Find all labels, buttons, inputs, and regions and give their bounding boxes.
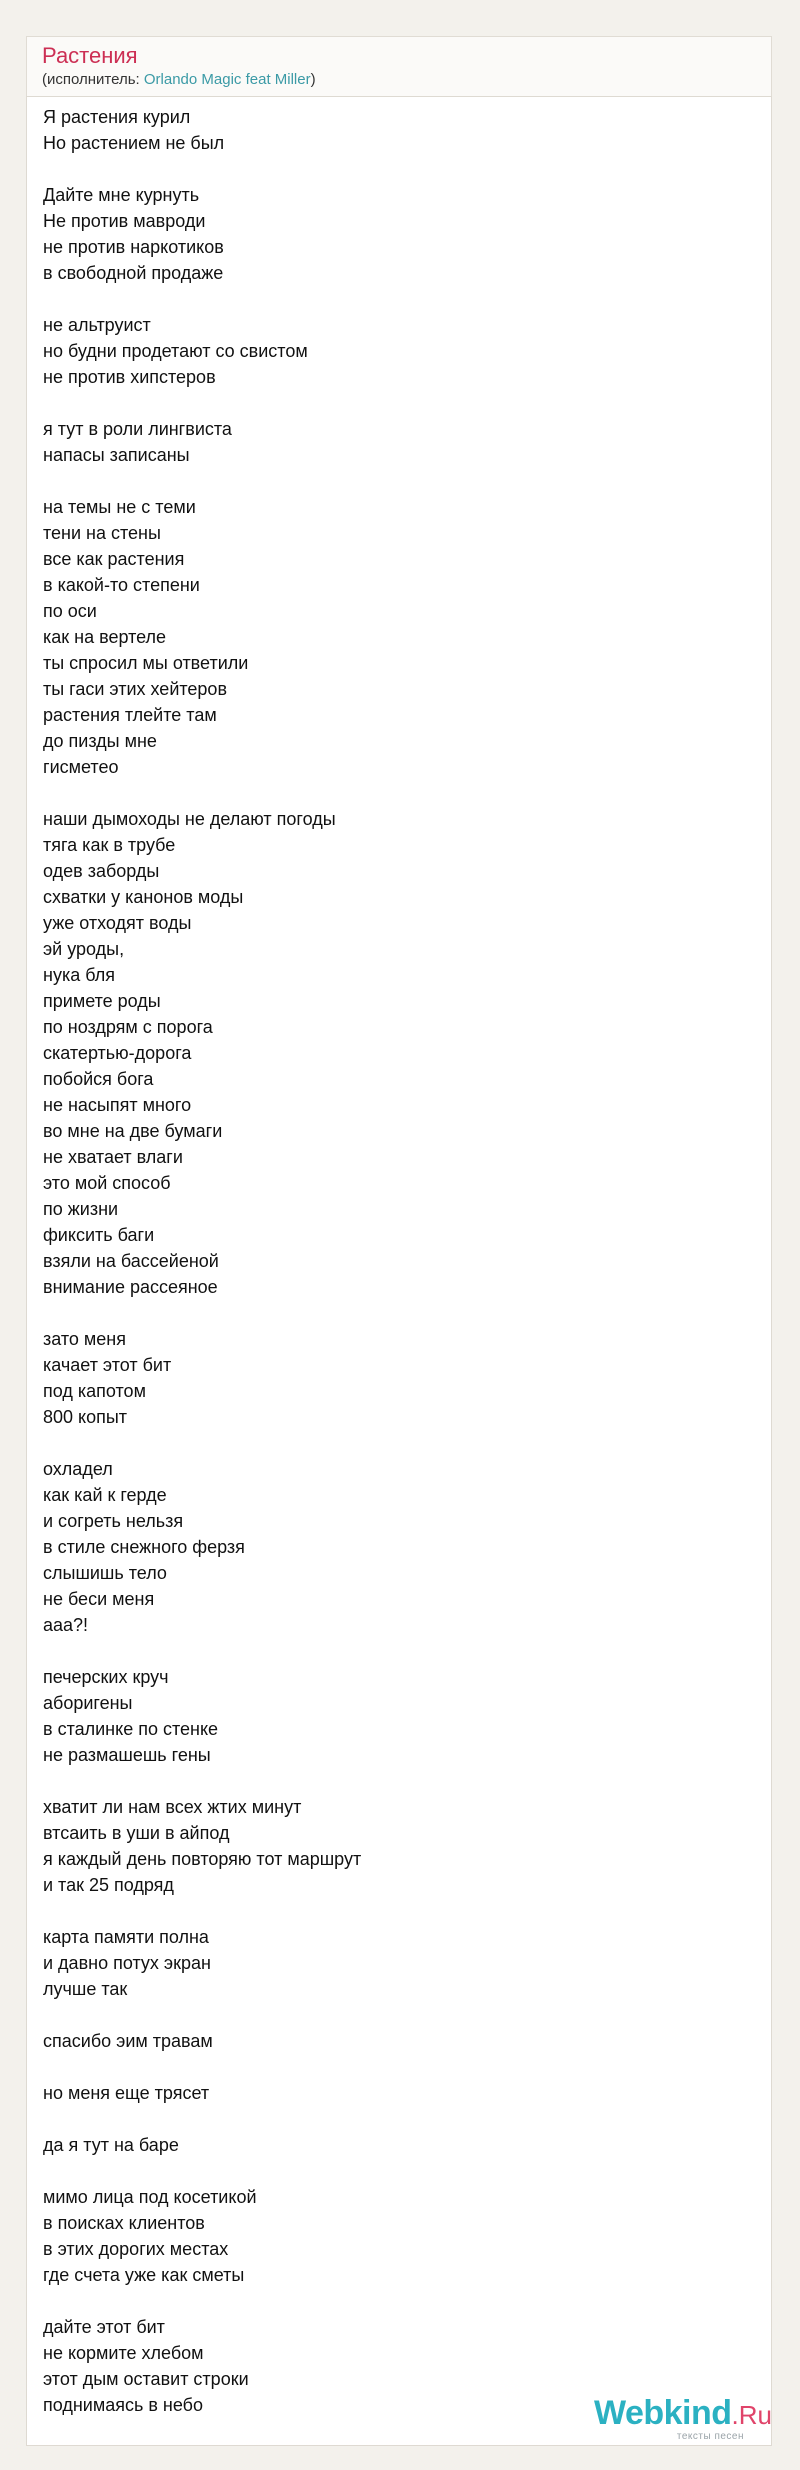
lyric-blank-line (43, 1638, 743, 1664)
lyric-line: я тут в роли лингвиста (43, 419, 232, 439)
lyric-line: печерских круч (43, 1667, 169, 1687)
lyric-line: растения тлейте там (43, 705, 217, 725)
lyric-line: гисметео (43, 757, 119, 777)
lyric-line: в сталинке по стенке (43, 1719, 219, 1739)
lyric-line: этот дым оставит строки (43, 2369, 249, 2389)
artist-suffix: ) (310, 71, 316, 88)
lyric-line: Я растения курил (43, 107, 191, 127)
lyric-blank-line (43, 468, 743, 494)
lyric-line: поднимаясь в небо (43, 2395, 204, 2415)
lyric-line: наши дымоходы не делают погоды (43, 809, 336, 829)
artist-line (42, 71, 762, 89)
lyric-blank-line (43, 2002, 743, 2028)
lyric-blank-line (43, 2288, 743, 2314)
lyric-line: зато меня (43, 1329, 126, 1349)
lyric-line: не размашешь гены (43, 1745, 211, 1765)
lyric-line: взяли на бассейеной (43, 1251, 219, 1271)
lyric-blank-line (43, 390, 743, 416)
logo-tagline: тексты песен (676, 2431, 744, 2442)
lyric-line: мимо лица под косетикой (43, 2187, 257, 2207)
lyric-line: как кай к герде (43, 1485, 167, 1505)
logo-tld-text: .Ru (731, 2400, 772, 2430)
song-header (42, 42, 762, 89)
lyric-line: не кормите хлебом (43, 2343, 204, 2363)
lyric-line: не против хипстеров (43, 367, 216, 387)
lyric-blank-line (43, 1898, 743, 1924)
lyric-line: по оси (43, 601, 97, 621)
lyric-line: схватки у канонов моды (43, 887, 244, 907)
lyric-blank-line (43, 2106, 743, 2132)
lyric-line: по жизни (43, 1199, 119, 1219)
lyric-line: но будни продетают со свистом (43, 341, 308, 361)
lyric-line: в стиле снежного ферзя (43, 1537, 245, 1557)
song-title: Растения (42, 43, 138, 68)
lyric-line: и согреть нельзя (43, 1511, 184, 1531)
lyric-line: не хватает влаги (43, 1147, 183, 1167)
lyric-line: не насыпят много (43, 1095, 192, 1115)
lyric-line: напасы записаны (43, 445, 190, 465)
lyric-line: тени на стены (43, 523, 161, 543)
lyric-blank-line (43, 2054, 743, 2080)
lyric-line: побойся бога (43, 1069, 154, 1089)
lyric-line: в какой-то степени (43, 575, 200, 595)
lyric-blank-line (43, 286, 743, 312)
lyric-line: нука бля (43, 965, 115, 985)
lyric-blank-line (43, 156, 743, 182)
lyric-line: одев заборды (43, 861, 160, 881)
lyric-line: ааа?! (43, 1615, 89, 1635)
lyric-line: в свободной продаже (43, 263, 224, 283)
lyric-line: 800 копыт (43, 1407, 128, 1427)
lyric-line: хватит ли нам всех жтих минут (43, 1797, 302, 1817)
lyric-line: ты спросил мы ответили (43, 653, 249, 673)
lyric-line: спасибо эим травам (43, 2031, 213, 2051)
lyric-line: дайте этот бит (43, 2317, 165, 2337)
lyric-line: лучше так (43, 1979, 128, 1999)
lyric-line: по ноздрям с порога (43, 1017, 213, 1037)
lyric-line: не альтруист (43, 315, 151, 335)
lyric-line: где счета уже как сметы (43, 2265, 245, 2285)
lyric-line: ты гаси этих хейтеров (43, 679, 228, 699)
lyric-blank-line (43, 1768, 743, 1794)
lyric-line: Дайте мне курнуть (43, 185, 200, 205)
lyric-line: качает этот бит (43, 1355, 172, 1375)
lyric-line: втсаить в уши в айпод (43, 1823, 230, 1843)
lyric-line: в этих дорогих местах (43, 2239, 229, 2259)
lyric-line: это мой способ (43, 1173, 171, 1193)
lyric-line: фиксить баги (43, 1225, 155, 1245)
lyric-line: как на вертеле (43, 627, 167, 647)
artist-link[interactable]: Orlando Magic feat Miller (143, 71, 311, 88)
lyric-line: примете роды (43, 991, 161, 1011)
lyric-blank-line (43, 2158, 743, 2184)
lyric-line: эй уроды, (43, 939, 125, 959)
logo-main-text: Webkind (593, 2394, 732, 2432)
site-logo[interactable] (572, 2396, 772, 2442)
lyric-line: скатертью-дорога (43, 1043, 192, 1063)
lyrics-text (43, 104, 743, 2418)
lyric-line: уже отходят воды (43, 913, 192, 933)
lyric-line: под капотом (43, 1381, 146, 1401)
lyric-blank-line (43, 780, 743, 806)
lyric-blank-line (43, 1430, 743, 1456)
lyric-line: и давно потух экран (43, 1953, 211, 1973)
lyric-line: карта памяти полна (43, 1927, 209, 1947)
lyric-line: Но растением не был (43, 133, 225, 153)
lyric-line: да я тут на баре (43, 2135, 179, 2155)
lyric-line: во мне на две бумаги (43, 1121, 223, 1141)
lyric-blank-line (43, 1300, 743, 1326)
lyric-line: но меня еще трясет (43, 2083, 210, 2103)
lyric-line: тяга как в трубе (43, 835, 176, 855)
lyric-line: до пизды мне (43, 731, 157, 751)
lyric-line: в поисках клиентов (43, 2213, 205, 2233)
lyric-line: охладел (43, 1459, 113, 1479)
artist-prefix: (исполнитель: (42, 71, 144, 88)
lyric-line: не беси меня (43, 1589, 155, 1609)
lyric-line: аборигены (43, 1693, 133, 1713)
lyric-line: Не против мавроди (43, 211, 206, 231)
lyric-line: на темы не с теми (43, 497, 196, 517)
lyric-line: не против наркотиков (43, 237, 224, 257)
lyric-line: и так 25 подряд (43, 1875, 174, 1895)
lyric-line: все как растения (43, 549, 185, 569)
lyric-line: внимание рассеяное (43, 1277, 218, 1297)
lyric-line: слышишь тело (43, 1563, 167, 1583)
lyric-line: я каждый день повторяю тот маршрут (43, 1849, 362, 1869)
